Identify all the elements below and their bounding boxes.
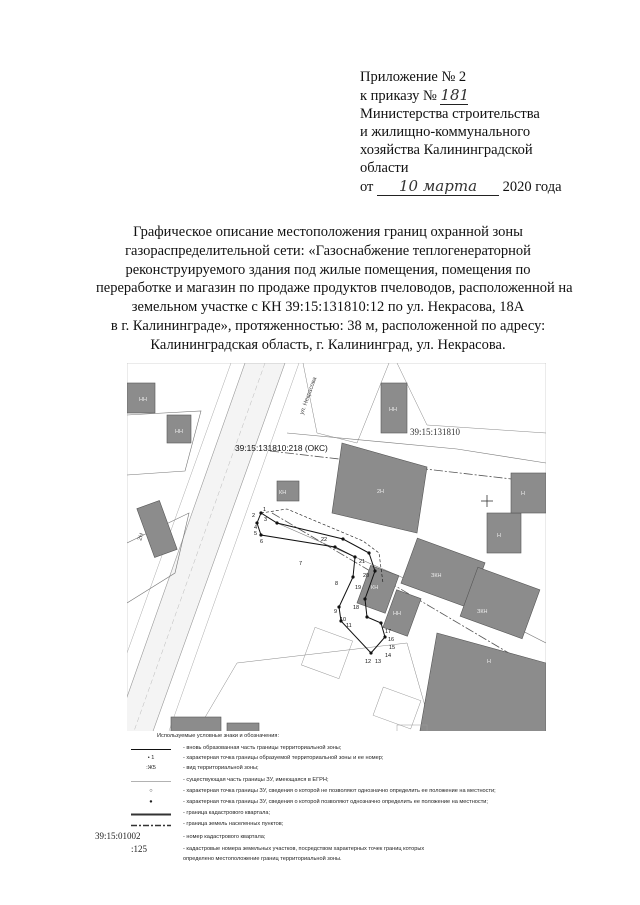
point-number: 22 (321, 537, 328, 543)
building (511, 473, 546, 513)
house-label: ЗКН (477, 609, 488, 615)
legend-text: - вновь образованная часть границы территориальной зоны; (183, 745, 342, 751)
quarter-label: 39:15:131810 (410, 427, 461, 437)
legend-text: - характерная точка границы образуемой территориальной зоны и ее номер; (183, 755, 384, 761)
order-number-line (360, 86, 620, 105)
title-line: реконструируемого здания под жилые помещения, помещения по (125, 261, 531, 278)
legend-text: - кадастровые номера земельных участков, посредством характерных точек границ которых (183, 846, 425, 852)
point-number: 8 (335, 581, 339, 587)
point-number: 5 (254, 531, 258, 537)
point-number: 15 (389, 645, 396, 651)
point-number: 12 (365, 659, 372, 665)
order-date: 10 марта (377, 177, 499, 196)
title-line: земельном участке с КН 39:15:131810:12 по ул. Некрасова, 18А (131, 299, 525, 316)
legend-item (127, 856, 546, 865)
open-point-symbol: ○ (149, 788, 153, 794)
legend-text: определено местоположение границ территориальной зоны. (183, 856, 342, 862)
point-number: 19 (355, 585, 362, 591)
building (487, 513, 521, 553)
street-label: ул. Некрасова (299, 376, 319, 416)
legend-text: - вид территориальной зоны; (183, 765, 259, 771)
order-number: 181 (440, 86, 470, 104)
house-label: 2Н (377, 489, 385, 495)
point-number: 14 (385, 653, 392, 659)
existing-boundary-symbol (127, 777, 175, 786)
appendix-label: Приложение № 2 (360, 69, 467, 85)
title-line: в г. Калининграде», протяженностью: 38 м, расположенной по адресу: (110, 317, 546, 334)
point-number: 11 (346, 623, 352, 629)
settlement-boundary-symbol (127, 821, 175, 830)
legend-text: - граница кадастрового квартала; (183, 810, 270, 816)
point-number: 3 (264, 517, 268, 523)
order-prefix: к приказу № (360, 88, 437, 104)
point-number: 10 (340, 617, 347, 623)
cadastral-map (127, 363, 546, 748)
order-date-line (360, 177, 620, 196)
legend-item (127, 777, 546, 786)
legend-title: Используемые условные знаки и обозначения: (157, 733, 280, 739)
legend-text: - номер кадастрового квартала; (183, 834, 266, 840)
point-number: 21 (359, 559, 366, 565)
title-line: переработке и магазин по продаже продуктов пчеловодов, расположенной на (96, 280, 573, 297)
house-label: НН (393, 611, 401, 617)
ministry-line-3: хозяйства Калининградской (360, 142, 533, 158)
legend-text: - существующая часть границы ЗУ, имеющаяся в ЕГРН; (183, 777, 329, 783)
date-year: 2020 года (502, 179, 562, 195)
legend-item (127, 821, 546, 830)
filled-point-symbol: ● (149, 799, 153, 805)
ministry-line-1: Министерства строительства (360, 106, 540, 122)
parcel-number-symbol: :125 (131, 844, 148, 854)
point-number: 13 (375, 659, 382, 665)
legend-text: - характерная точка границы ЗУ, сведения о которой не позволяют однозначно определить ее положение на местности; (183, 788, 496, 794)
map-legend (95, 731, 546, 871)
legend-item (127, 799, 546, 808)
house-label: Н (521, 491, 525, 497)
point-number: 16 (388, 637, 395, 643)
title-line: газораспределительной сети: «Газоснабжение теплогенераторной (125, 242, 531, 259)
ministry-line-2: и жилищно-коммунального (360, 124, 531, 140)
house-label: 2Н (137, 532, 146, 542)
title-line: Калининградская область, г. Калининград, ул. Некрасова. (150, 336, 506, 353)
point-number: 9 (334, 609, 338, 615)
legend-text: - граница земель населенных пунктов; (183, 821, 284, 827)
legend-item (127, 745, 546, 754)
order-header (360, 68, 620, 196)
legend-item (127, 755, 546, 764)
house-label: НН (175, 429, 183, 435)
zone-type-symbol: :Ж5 (146, 765, 156, 771)
house-label: ЗКН (431, 573, 442, 579)
point-number: 2 (252, 513, 256, 519)
point-number: 4 (254, 525, 258, 531)
point-number: 1 (263, 507, 267, 513)
quarter-boundary-symbol (127, 810, 175, 819)
quarter-number-symbol: 39:15:01002 (95, 831, 141, 841)
legend-item (127, 810, 546, 819)
legend-item (127, 788, 546, 797)
house-label: Н (497, 533, 501, 539)
house-label: НН (389, 407, 397, 413)
point-number: 7 (299, 561, 303, 567)
oks-label: 39:15:131810:218 (ОКС) (235, 443, 328, 453)
point-number: 20 (363, 573, 370, 579)
title-line: Графическое описание местоположения границ охранной зоны (133, 224, 523, 240)
house-label: НН (139, 397, 147, 403)
house-label: Н (487, 659, 491, 665)
point-symbol: • 1 (147, 755, 155, 761)
legend-text: - характерная точка границы ЗУ, сведения о которой позволяют однозначно определить ее положение на местности; (183, 799, 488, 805)
ministry-line-4: области (360, 160, 409, 176)
legend-item (127, 846, 546, 855)
house-label: КН (279, 490, 287, 496)
point-number: 6 (260, 539, 264, 545)
legend-item (95, 831, 546, 843)
point-number: 17 (385, 629, 392, 635)
point-number: 18 (353, 605, 360, 611)
date-prefix: от (360, 179, 374, 195)
house-label: КН (371, 585, 379, 591)
document-title (96, 223, 573, 355)
legend-item (127, 765, 546, 774)
new-zone-line-symbol (127, 745, 175, 754)
